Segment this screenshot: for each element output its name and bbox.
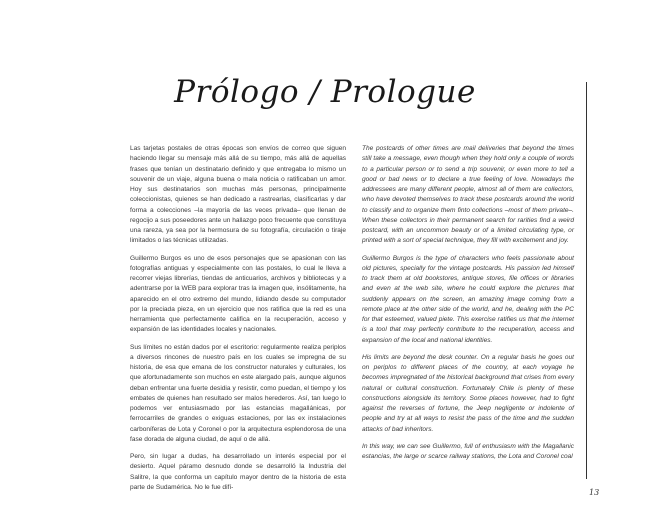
english-paragraph: Guillermo Burgos is the type of characters who feels passionate about old pictures, specially for the vintage postcards. His passion led himself to track them at old bookstores, antique stores, file offices or libraries and even at the web site, where he could explore the pictures that suddenly appears on the screen, an amazing image coming from a remote place at the other side of the world, and he, dealing with the PC for that esteemed, valued piete. This exercise ratifies us that the internet is a tool that may perfectly contribute to the recuperation, access and expansion of the local and national identities. <box>362 254 574 344</box>
english-column <box>362 144 574 474</box>
spanish-column <box>130 144 346 491</box>
english-paragraph: In this way, we can see Guillermo, full of enthusiasm with the Magallanic estancias, the large or scarce railway stations, the Lota and Coronel coal <box>362 442 574 460</box>
spanish-paragraph: Las tarjetas postales de otras épocas son envíos de correo que siguen haciendo llegar su mensaje más allá de su tiempo, más allá de aquellas frases que tenían un destinatario definido y que entregaba lo mismo un souvenir de un viaje, alguna buena o mala noticia o ratificaban un amor. Hoy sus destinatarios son muchas más personas, principalmente coleccionistas, quienes se han dedicado a rastrearlas, clasificarlas y dar forma a colecciones –la mayoría de las veces privada– que llenan de regocijo a sus poseedores ante un hallazgo poco frecuente que constituya una rareza, ya sea por la hermosura de su fotografía, circulación o tiraje limitados o las técnicas utilizadas. <box>130 145 346 245</box>
english-paragraph: The postcards of other times are mail deliveries that beyond the times still take a message, even though when they hold only a couple of words to a particular person or to send a trip souvenir, or even more to tell a good or bad news or to declare a true feeling of love. Nowadays the addressees are many different people, almost all of them are collectors, who have devoted themselves to track these postcards around the world to classify and to organize them finto collections –most of them private–. When these collectors in their permanent search for rarities find a weird postcard, with an uncommon beauty or of a limited circulating type, or printed with a sort of special technique, they fill with excitement and joy. <box>362 145 574 245</box>
english-paragraph: His limits are beyond the desk counter. On a regular basis he goes out on periplos to different places of the country, at each voyage he becomes impregnated of the historical background that crises from every natural or cultural construction. Fortunately Chile is plenty of these constructions alongside its territory. Some places however, had to fight against the reverses of fortune, the Jeep negligente or indolente of people and try at all ways to resist the pass of the time and the sudden attacks of bad inheritors. <box>362 353 574 433</box>
page-number: 13 <box>589 488 600 497</box>
page-title: Prólogo / Prologue <box>174 74 476 110</box>
margin-vertical-rule <box>586 82 587 479</box>
spanish-paragraph: Guillermo Burgos es uno de esos personajes que se apasionan con las fotografías antiguas y especialmente con las postales, lo cual le lleva a recorrer viejas librerías, tiendas de anticuarios, archivos y bibliotecas y a adentrarse por la WEB para explorar tras la imagen que, insólitamente, ha aparecido en el otro extremo del mundo, lidiando desde su computador por la preciada pieza, en un ejercicio que nos ratifica que la red es una herramienta que perfectamente califica en la recuperación, acceso y expansión de las identidades locales y nacionales. <box>130 254 346 334</box>
spanish-paragraph: Pero, sin lugar a dudas, ha desarrollado un interés especial por el desierto. Aquel páramo desnudo donde se desarrolló la Industria del Salitre, la que conforma un capítulo mayor dentro de la historia de esta parte de Sudamérica. No le fue difí- <box>130 453 346 491</box>
spanish-paragraph: Sus límites no están dados por el escritorio: regularmente realiza periplos a diversos rincones de nuestro país en los cuales se impregna de su historia, de esa que emana de los constructor naturales y culturales, los que afortunadamente son muchos en este alargado país, aunque algunos deban enfrentar una fuerte desidia y resistir, como puedan, el tiempo y los embates de quienes han resultado ser malos herederos. Así, tan luego lo podemos ver entusiasmado por las estancias magallánicas, por ferrocarriles de grandes o exiguas estaciones, por las ex instalaciones carboníferas de Lota y Coronel o por la arquitectura esplendorosa de una fase dorada de alguna ciudad, de aquí o de allá. <box>130 343 346 443</box>
